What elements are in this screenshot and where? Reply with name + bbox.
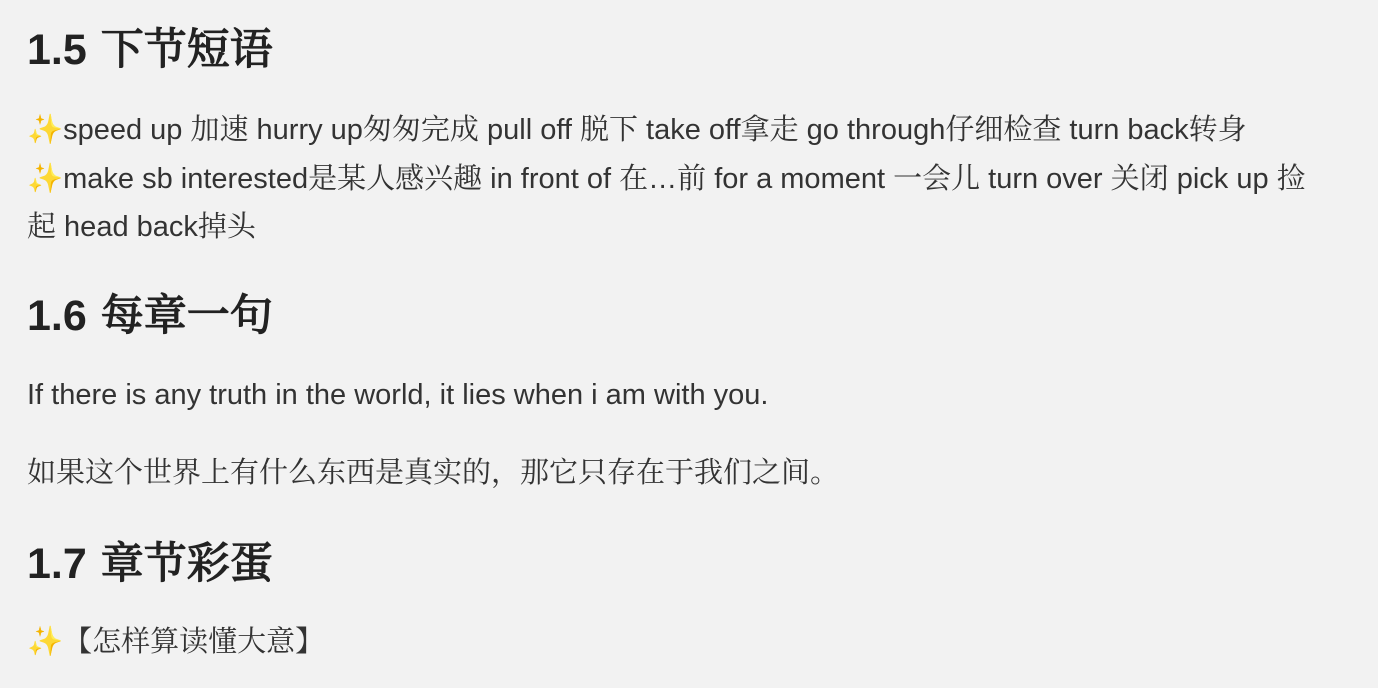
easter-egg-item: [27, 617, 324, 666]
section-title: 章节彩蛋: [100, 540, 273, 588]
quote-english: If there is any truth in the world, it lies when i am with you.: [27, 379, 769, 411]
phrases-paragraph: [27, 105, 1317, 251]
easter-egg-text: 【怎样算读懂大意】: [63, 626, 325, 658]
section-number: 1.5: [27, 26, 87, 74]
sparkle-icon: ✨: [27, 624, 64, 658]
phrases-text-part2: make sb interested是某人感兴趣 in front of 在…前 for a moment 一会儿 turn over 关闭 pick up 捡起 head back掉头: [27, 163, 1306, 243]
quote-chinese: 如果这个世界上有什么东西是真实的，那它只存在于我们之间。: [27, 457, 840, 489]
sparkle-icon: ✨: [27, 112, 64, 146]
sparkle-icon: ✨: [27, 161, 64, 195]
section-heading-1-7: [27, 538, 273, 590]
section-heading-1-5: [27, 24, 273, 76]
section-heading-1-6: [27, 290, 273, 342]
section-title: 每章一句: [100, 292, 273, 340]
phrases-text-part1: speed up 加速 hurry up匆匆完成 pull off 脱下 take off拿走 go through仔细检查 turn back转身: [63, 114, 1247, 146]
section-number: 1.7: [27, 540, 87, 588]
section-title: 下节短语: [100, 26, 273, 74]
section-number: 1.6: [27, 292, 87, 340]
